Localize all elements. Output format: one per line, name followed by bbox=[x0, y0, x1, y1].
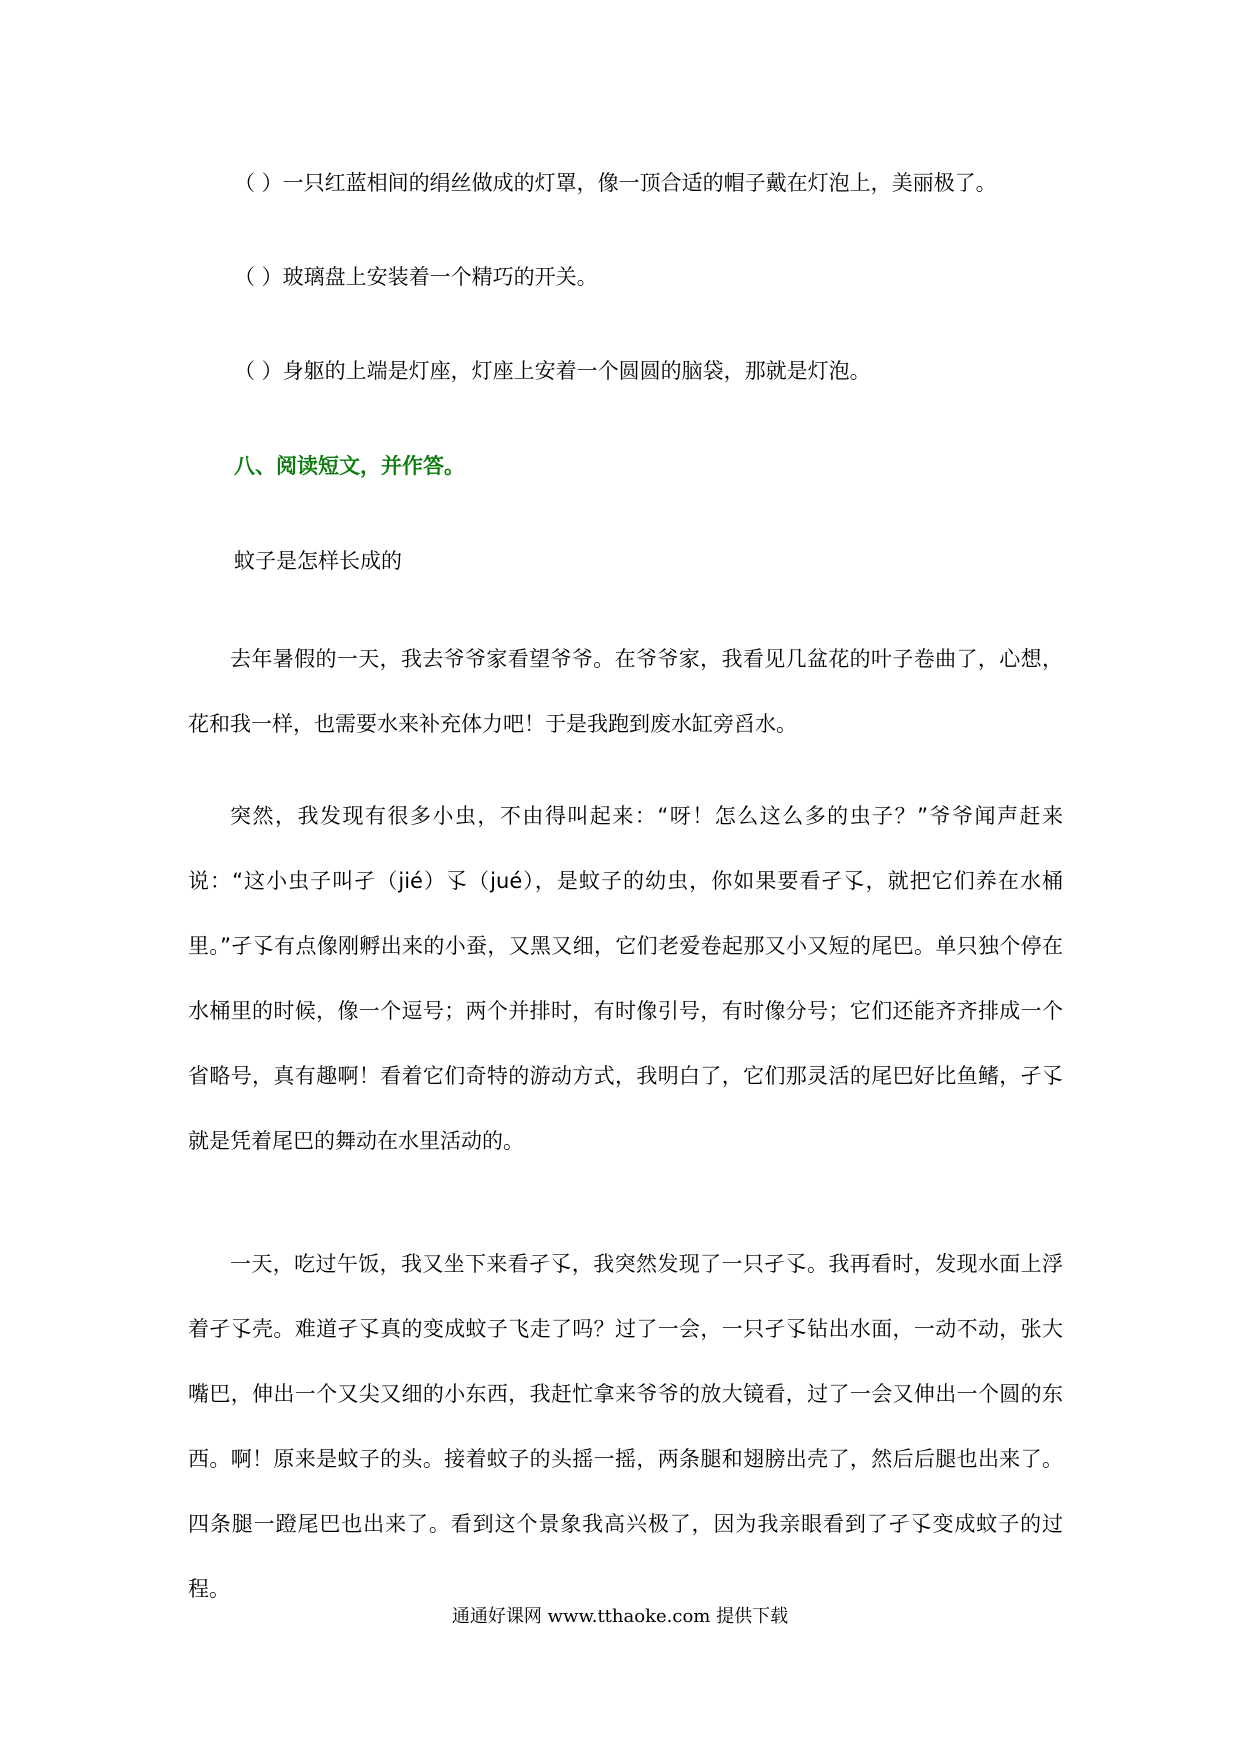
paragraph-3: 一天，吃过午饭，我又坐下来看孑孓，我突然发现了一只孑孓。我再看时，发现水面上浮着孑孓壳。难道孑孓真的变成蚊子飞走了吗？过了一会，一只孑孓钻出水面，一动不动，张大嘴巴，伸出一个又尖又细的小东西，我赶忙拿来爷爷的放大镜看，过了一会又伸出一个圆的东西。啊！原来是蚊子的头。接着蚊子的头摇一摇，两条腿和翅膀出壳了，然后后腿也出来了。四条腿一蹬尾巴也出来了。看到这个景象我高兴极了，因为我亲眼看到了孑孓变成蚊子的过程。 bbox=[188, 1252, 1063, 1601]
section-heading: 八、阅读短文，并作答。 bbox=[234, 454, 465, 478]
option-item-2: （ ）玻璃盘上安装着一个精巧的开关。 bbox=[234, 265, 598, 289]
option-item-1: （ ）一只红蓝相间的绢丝做成的灯罩，像一顶合适的帽子戴在灯泡上，美丽极了。 bbox=[234, 171, 997, 195]
paragraph-1: 去年暑假的一天，我去爷爷家看望爷爷。在爷爷家，我看见几盆花的叶子卷曲了，心想，花和我一样，也需要水来补充体力吧！于是我跑到废水缸旁舀水。 bbox=[188, 647, 1063, 736]
story-title: 蚊子是怎样长成的 bbox=[234, 549, 402, 573]
paragraph-2: 突然，我发现有很多小虫，不由得叫起来：“呀！怎么这么多的虫子？”爷爷闻声赶来说：“这小虫子叫孑（jié）孓（jué），是蚊子的幼虫，你如果要看孑孓，就把它们养在水桶里。”孑孓有点像刚孵出来的小蚕，又黑又细，它们老爱卷起那又小又短的尾巴。单只独个停在水桶里的时候，像一个逗号；两个并排时，有时像引号，有时像分号；它们还能齐齐排成一个省略号，真有趣啊！看着它们奇特的游动方式，我明白了，它们那灵活的尾巴好比鱼鳍，孑孓就是凭着尾巴的舞动在水里活动的。 bbox=[188, 804, 1063, 1153]
page-footer: 通通好课网 www.tthaoke.com 提供下载 bbox=[451, 1606, 789, 1627]
option-item-3: （ ）身躯的上端是灯座，灯座上安着一个圆圆的脑袋，那就是灯泡。 bbox=[234, 359, 871, 383]
